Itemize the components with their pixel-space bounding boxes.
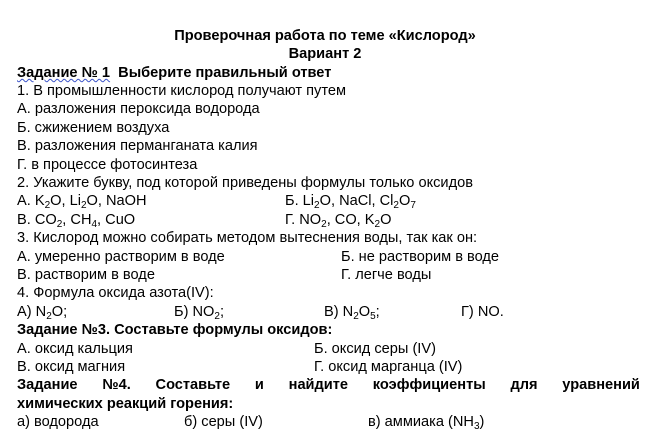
task3-heading: Задание №3. Составьте формулы оксидов:: [17, 322, 333, 338]
task3-item-d: Г. оксид марганца (IV): [314, 359, 463, 375]
q4-option-d: Г) NO.: [461, 304, 504, 320]
q3-text: 3. Кислород можно собирать методом вытеснения воды, так как он:: [17, 230, 478, 246]
task3-item-c: В. оксид магния: [17, 359, 126, 375]
q3-option-d: Г. легче воды: [341, 267, 432, 283]
task4-heading-word: Составьте: [155, 377, 231, 393]
q2-option-b: Б. $Li_2O$, NaCl, $Cl_2O_7$: [285, 193, 416, 211]
task4-heading-word: уравнений: [562, 377, 640, 393]
task3-item-b: Б. оксид серы (IV): [314, 341, 436, 357]
task3-row1: [17, 340, 637, 358]
task1-heading-text: Выберите правильный ответ: [118, 65, 332, 81]
q3-option-c: В. растворим в воде: [17, 267, 155, 283]
q3-option-b: Б. не растворим в воде: [341, 249, 500, 265]
q2-option-c: В. $CO_2$, $CH_4$, CuO: [17, 212, 136, 230]
q1-option-a: А. разложения пероксида водорода: [17, 101, 260, 117]
task4-items-row: [17, 413, 637, 431]
q2-options-row2: [17, 211, 637, 229]
q1-text: 1. В промышленности кислород получают путем: [17, 83, 347, 99]
task4-heading-word: найдите: [288, 377, 349, 393]
q4-option-a: А) $N_2O$;: [17, 304, 68, 322]
q4-options-row: [17, 303, 637, 321]
q1-option-c: В. разложения перманганата калия: [17, 138, 258, 154]
task4-heading-word: Задание: [17, 377, 78, 393]
worksheet-title: Проверочная работа по теме «Кислород»: [174, 28, 476, 44]
task1-heading-number: Задание № 1: [17, 65, 111, 81]
q2-options-row1: [17, 192, 637, 210]
variant-label: Вариант 2: [288, 46, 362, 62]
task4-heading: [17, 376, 640, 394]
task3-row2: [17, 358, 637, 376]
q3-options-row2: [17, 266, 637, 284]
task4-heading-word: коэффициенты: [372, 377, 486, 393]
task4-item-b: б) серы (IV): [184, 414, 263, 430]
q1-option-b: Б. сжижением воздуха: [17, 120, 170, 136]
task4-item-a: а) водорода: [17, 414, 99, 430]
task1-heading: [17, 64, 331, 82]
task3-item-a: А. оксид кальция: [17, 341, 133, 357]
task4-heading-word: и: [254, 377, 264, 393]
task4-heading-word: для: [510, 377, 538, 393]
q4-option-c: В) $N_2O_5$;: [324, 304, 380, 322]
q4-text: 4. Формула оксида азота(IV):: [17, 285, 214, 301]
task4-heading-word: №4.: [102, 377, 131, 393]
task4-item-c: в) аммиака $(NH_3)$: [368, 414, 485, 432]
q3-options-row1: [17, 248, 637, 266]
q4-option-b: Б) $NO_2$;: [174, 304, 225, 322]
q1-option-d: Г. в процессе фотосинтеза: [17, 157, 198, 173]
task4-heading-line2: химических реакций горения:: [17, 396, 234, 412]
q3-option-a: А. умеренно растворим в воде: [17, 249, 225, 265]
q2-text: 2. Укажите букву, под которой приведены формулы только оксидов: [17, 175, 473, 191]
q2-option-a: А. $K_2O$, $Li_2O$, NaOH: [17, 193, 147, 211]
q2-option-d: Г. $NO_2$, CO, $K_2O$: [285, 212, 392, 230]
